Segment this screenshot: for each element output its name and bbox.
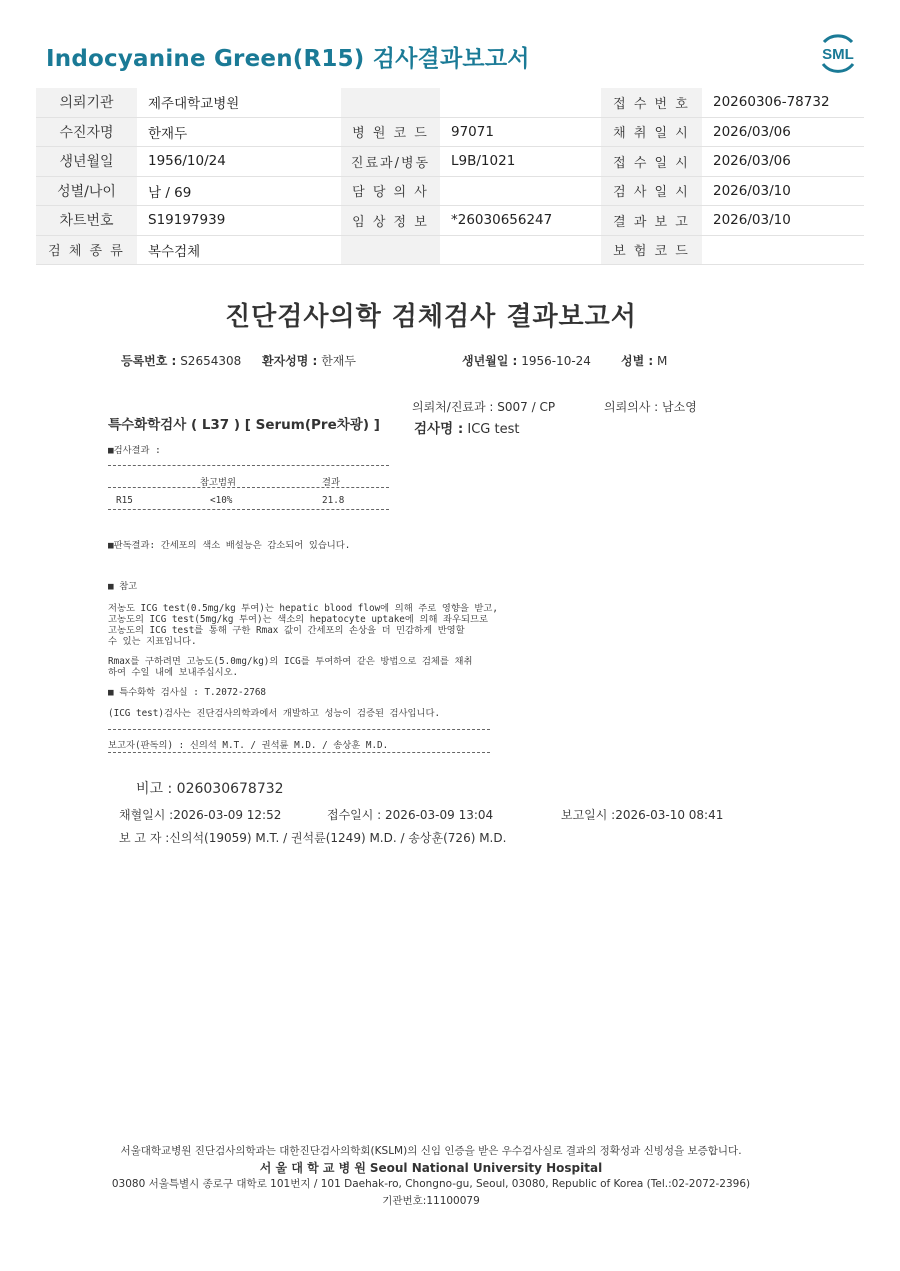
column-reference: 참고범위 (200, 477, 236, 488)
info-value: S19197939 (137, 206, 341, 236)
info-label: 의뢰기관 (36, 88, 137, 117)
info-row (36, 176, 864, 206)
birth-date: 생년월일 : 1956-10-24 (462, 354, 591, 368)
footer-address: 03080 서울특별시 종로구 대학로 101번지 / 101 Daehak-ro, Chongno-gu, Seoul, 03080, Republic of Korea (Tel.:02-2072-2396) (111, 1178, 751, 1190)
info-label (341, 235, 440, 265)
info-label: 성별/나이 (36, 176, 137, 206)
info-label: 검 사 일 시 (601, 176, 702, 206)
test-name: 검사명 : ICG test (414, 421, 520, 437)
info-value: 20260306-78732 (702, 88, 864, 117)
info-value: 97071 (440, 117, 601, 147)
divider (108, 729, 490, 730)
patient-name: 환자성명 : 한재두 (262, 354, 356, 368)
reference-line: 저농도 ICG test(0.5mg/kg 투여)는 hepatic blood flow에 의해 주로 영향을 받고, (108, 603, 498, 614)
info-value (702, 235, 864, 265)
row-result: 21.8 (322, 495, 345, 506)
collected-time: 채혈일시 :2026-03-09 12:52 (119, 808, 282, 822)
column-result: 결과 (322, 477, 340, 488)
info-row (36, 235, 864, 265)
info-label: 검 체 종 류 (36, 235, 137, 265)
divider (108, 465, 389, 466)
registration-number: 등록번호 : S2654308 (121, 354, 242, 368)
info-value: 한재두 (137, 117, 341, 147)
result-heading: ■검사결과 : (108, 445, 161, 456)
info-row (36, 147, 864, 177)
department: 의뢰처/진료과 : S007 / CP (412, 400, 556, 414)
info-value: 2026/03/10 (702, 176, 864, 206)
info-value: 2026/03/10 (702, 206, 864, 236)
info-label: 접 수 일 시 (601, 147, 702, 177)
reference-line: 고농도의 ICG test(5mg/kg 투여)는 색소의 hepatocyte uptake에 의해 좌우되므로 (108, 614, 488, 625)
report-title: 진단검사의학 검체검사 결과보고서 (225, 302, 637, 332)
info-row (36, 88, 864, 117)
info-value: 1956/10/24 (137, 147, 341, 177)
rmax-line: 하여 수일 내에 보내주십시오. (108, 667, 239, 678)
info-value: 남 / 69 (137, 176, 341, 206)
info-label: 생년월일 (36, 147, 137, 177)
lab-line: ■ 특수화학 검사실 : T.2072-2768 (108, 687, 267, 698)
info-value (440, 88, 601, 117)
logo-text: SML (822, 46, 854, 63)
info-value (440, 176, 601, 206)
development-line: (ICG test)검사는 진단검사의학과에서 개발하고 성능이 검증된 검사입니다. (108, 708, 441, 719)
info-label: 임 상 정 보 (341, 206, 440, 236)
info-label: 진료과/병동 (341, 147, 440, 177)
patient-info-table (36, 88, 864, 265)
info-value (440, 235, 601, 265)
referring-doctor: 의뢰의사 : 남소영 (604, 400, 697, 414)
document-title: Indocyanine Green(R15) 검사결과보고서 (46, 46, 530, 72)
judgement: ■판독결과: 간세포의 색소 배설능은 감소되어 있습니다. (108, 540, 351, 551)
rmax-line: Rmax를 구하려면 고농도(5.0mg/kg)의 ICG를 투여하여 같은 방법으로 검체를 채취 (108, 656, 473, 667)
sex: 성별 : M (621, 354, 668, 368)
row-name: R15 (116, 495, 133, 506)
info-label: 접 수 번 호 (601, 88, 702, 117)
reported-time: 보고일시 :2026-03-10 08:41 (561, 808, 724, 822)
info-value: 제주대학교병원 (137, 88, 341, 117)
remark: 비고 : 026030678732 (136, 781, 284, 797)
reference-line: 수 있는 지표입니다. (108, 636, 197, 647)
info-label: 수진자명 (36, 117, 137, 147)
footer-institution-code: 기관번호:11100079 (382, 1195, 480, 1207)
divider (108, 752, 490, 753)
info-label: 병 원 코 드 (341, 117, 440, 147)
reporter-line: 보고자(판독의) : 신의석 M.T. / 권석륜 M.D. / 송상훈 M.D. (108, 740, 389, 751)
info-value: 2026/03/06 (702, 117, 864, 147)
section-title: 특수화학검사 ( L37 ) [ Serum(Pre차광) ] (108, 417, 380, 433)
sml-logo (815, 30, 861, 76)
reporter: 보 고 자 :신의석(19059) M.T. / 권석륜(1249) M.D. / 송상훈(726) M.D. (119, 831, 507, 845)
info-row (36, 206, 864, 236)
reference-heading: ■ 참고 (108, 581, 138, 592)
divider (108, 487, 389, 488)
row-reference: <10% (210, 495, 233, 506)
info-value: *26030656247 (440, 206, 601, 236)
info-row (36, 117, 864, 147)
info-label: 차트번호 (36, 206, 137, 236)
info-value: 복수검체 (137, 235, 341, 265)
info-label: 결 과 보 고 (601, 206, 702, 236)
info-label: 담 당 의 사 (341, 176, 440, 206)
reference-line: 고농도의 ICG test를 통해 구한 Rmax 값이 간세포의 손상을 더 민감하게 반영할 (108, 625, 465, 636)
footer-hospital: 서 울 대 학 교 병 원 Seoul National University Hospital (259, 1161, 603, 1175)
received-time: 접수일시 : 2026-03-09 13:04 (327, 808, 494, 822)
info-value: 2026/03/06 (702, 147, 864, 177)
info-label: 채 취 일 시 (601, 117, 702, 147)
footer-certification: 서울대학교병원 진단검사의학과는 대한진단검사의학회(KSLM)의 신임 인증을 받은 우수검사실로 결과의 정확성과 신빙성을 보증합니다. (120, 1145, 742, 1157)
info-label (341, 88, 440, 117)
info-value: L9B/1021 (440, 147, 601, 177)
info-label: 보 험 코 드 (601, 235, 702, 265)
divider (108, 509, 389, 510)
